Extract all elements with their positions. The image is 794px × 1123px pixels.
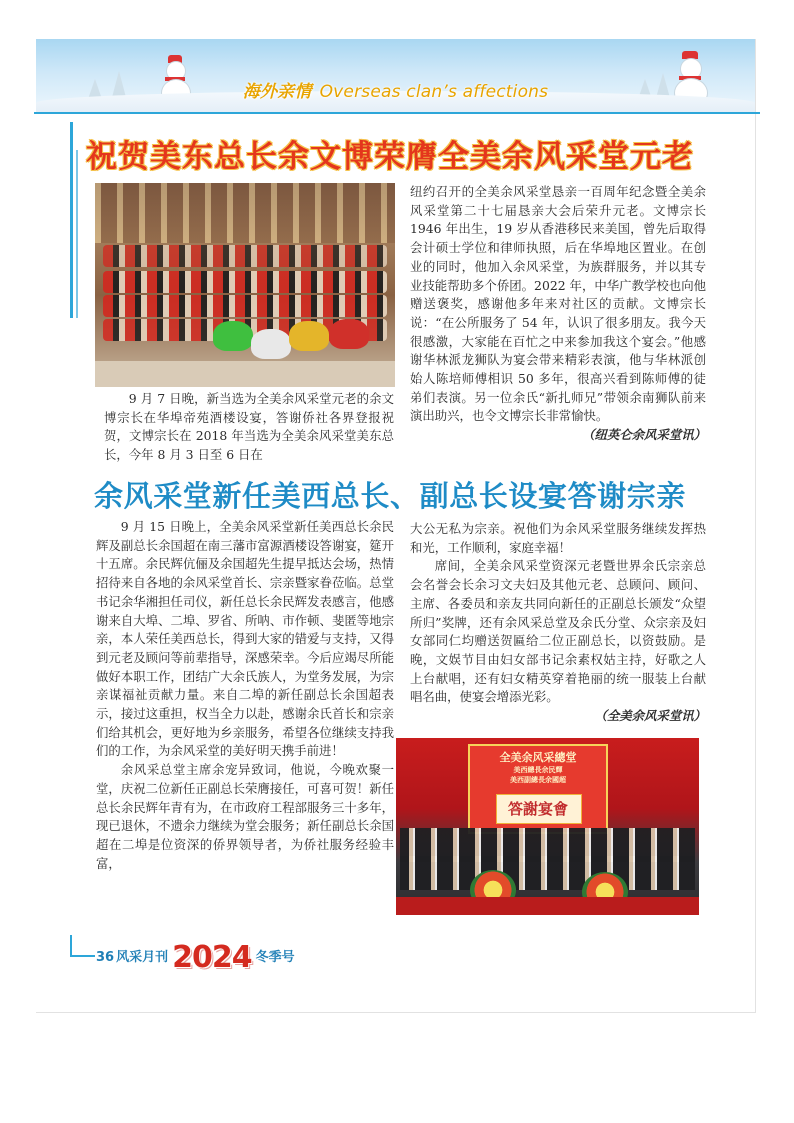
side-accent-bar [76,150,78,318]
magazine-name: 风采月刊 [116,950,169,965]
paragraph: 纽约召开的全美余风采堂恳亲一百周年纪念暨全美余风采堂第二十七届恳亲大会后荣升元老。文博宗长 1946 年出生，19 岁从香港移民来美国，曾先后取得会计硕士学位和律师执照，后在华埠地区置业。在创业的同时，他加入余风采堂，为族群服务，并以其专业技能帮助多个侨团。2022 年，中华广教学校也向他赠送褒奖，感谢他多年来对社区的贡献。文博宗长说：“在公所服务了 54 年，认识了很多朋友。我今天很感激，大家能在百忙之中来参加我这个宴会。”他感谢华林派龙狮队为宴会带来精彩表演，他与华林派创始人陈培师傅相识 50 多年，很高兴看到陈师傅的徒弟们表演。另一位余氏“新扎师兄”带领余南狮队前来演出助兴，也令文博宗长非常愉快。 [410,184,706,424]
issue-season: 冬季号 [255,950,295,965]
section-title [36,77,755,102]
footer-rule [70,935,72,957]
issue-year: 2024 [172,940,252,975]
article2-text-right [410,520,706,726]
article2-headline: 余风采堂新任美西总长、副总长设宴答谢宗亲 [94,479,687,513]
banquet-sign-line: 美西副總長余國超 [510,776,566,784]
section-title-zh: 海外亲情 [242,82,312,102]
article1-headline: 祝贺美东总长余文博荣膺全美余风采堂元老 [86,139,694,175]
banquet-sign-line: 全美余风采總堂 [499,751,577,764]
banquet-sign [468,744,608,834]
article1-photo [95,183,395,387]
header-rule [34,112,760,114]
page-footer [96,940,295,975]
header-banner [36,39,755,113]
article2-credit: （全美余风采堂讯） [594,708,706,724]
article1-credit: （纽英仑余风采堂讯） [582,427,706,443]
paragraph: 余风采总堂主席余宠异致词，他说，今晚欢聚一堂，庆祝二位新任正副总长荣膺接任，可喜可贺！新任总长余民辉年青有为，在市政府工程部服务三十多年，现已退休，不遗余力继续为堂会服务；新任副总长余国超在二埠是位资深的侨界领导者，为侨社服务经验丰富， [96,762,394,871]
side-accent-bar [70,122,73,318]
paragraph: 9 月 15 日晚上，全美余风采堂新任美西总长余民辉及副总长余国超在南三藩市富源酒楼设答谢宴，筵开十五席。余民辉伉俪及余国超先生提早抵达会场，热情招待来自各地的余风采堂首长、宗亲暨家眷莅临。总堂书记余华湘担任司仪，新任总长余民辉发表感言，他感谢来自大埠、二埠、罗省、所呐、市作顿、斐匿等地宗亲，本人荣任美西总长，得到大家的错爱与支持，又得到元老及顾问等前辈指导，深感荣幸。今后应竭尽所能做好本职工作，团结广大余氏族人，为堂务发展，为宗亲谋福祉贡献力量。来自二埠的新任副总长余国超表示，接过这重担，权当全力以赴，感谢余氏首长和宗亲们给其机会，更好地为乡亲服务，希望各位继续支持我们的工作，为余风采堂的美好明天携手前进！ [96,519,394,759]
banquet-sign-line: 美西總長余民輝 [513,766,563,774]
paragraph: 席间，全美余风采堂资深元老暨世界余氏宗亲总会名誉会长余习文夫妇及其他元老、总顾问、顾问、主席、各委员和亲友共同向新任的正副总长颁发“众望所归”奖牌，还有余风采总堂及余氏分堂、众宗亲及妇女部同仁均赠送贺匾给二位正副总长，以资鼓励。是晚，文娱节目由妇女部书记余素权姑主持，好歌之人上台献唱，还有妇女精英穿着艳丽的统一服装上台献唱名曲，使宴会增添光彩。 [410,558,706,705]
banquet-sign-line: 答謝宴會 [507,800,568,818]
article1-text-right [410,183,706,445]
paragraph: 大公无私为宗亲。祝他们为余风采堂服务继续发挥热和光，工作顺利，家庭幸福！ [410,521,706,555]
footer-rule [70,955,95,957]
section-title-en: Overseas clan’s affections [319,82,549,102]
paragraph: 9 月 7 日晚，新当选为全美余风采堂元老的余文博宗长在华埠帝苑酒楼设宴，答谢侨社各界登报祝贺，文博宗长在 2018 年当选为全美余风采堂美东总长，今年 8 月 3 日至 6 日在 [104,391,394,463]
article1-text-left [104,390,394,465]
page-number: 36 [96,950,115,965]
article2-photo [396,738,699,915]
article2-text-left [96,518,394,873]
